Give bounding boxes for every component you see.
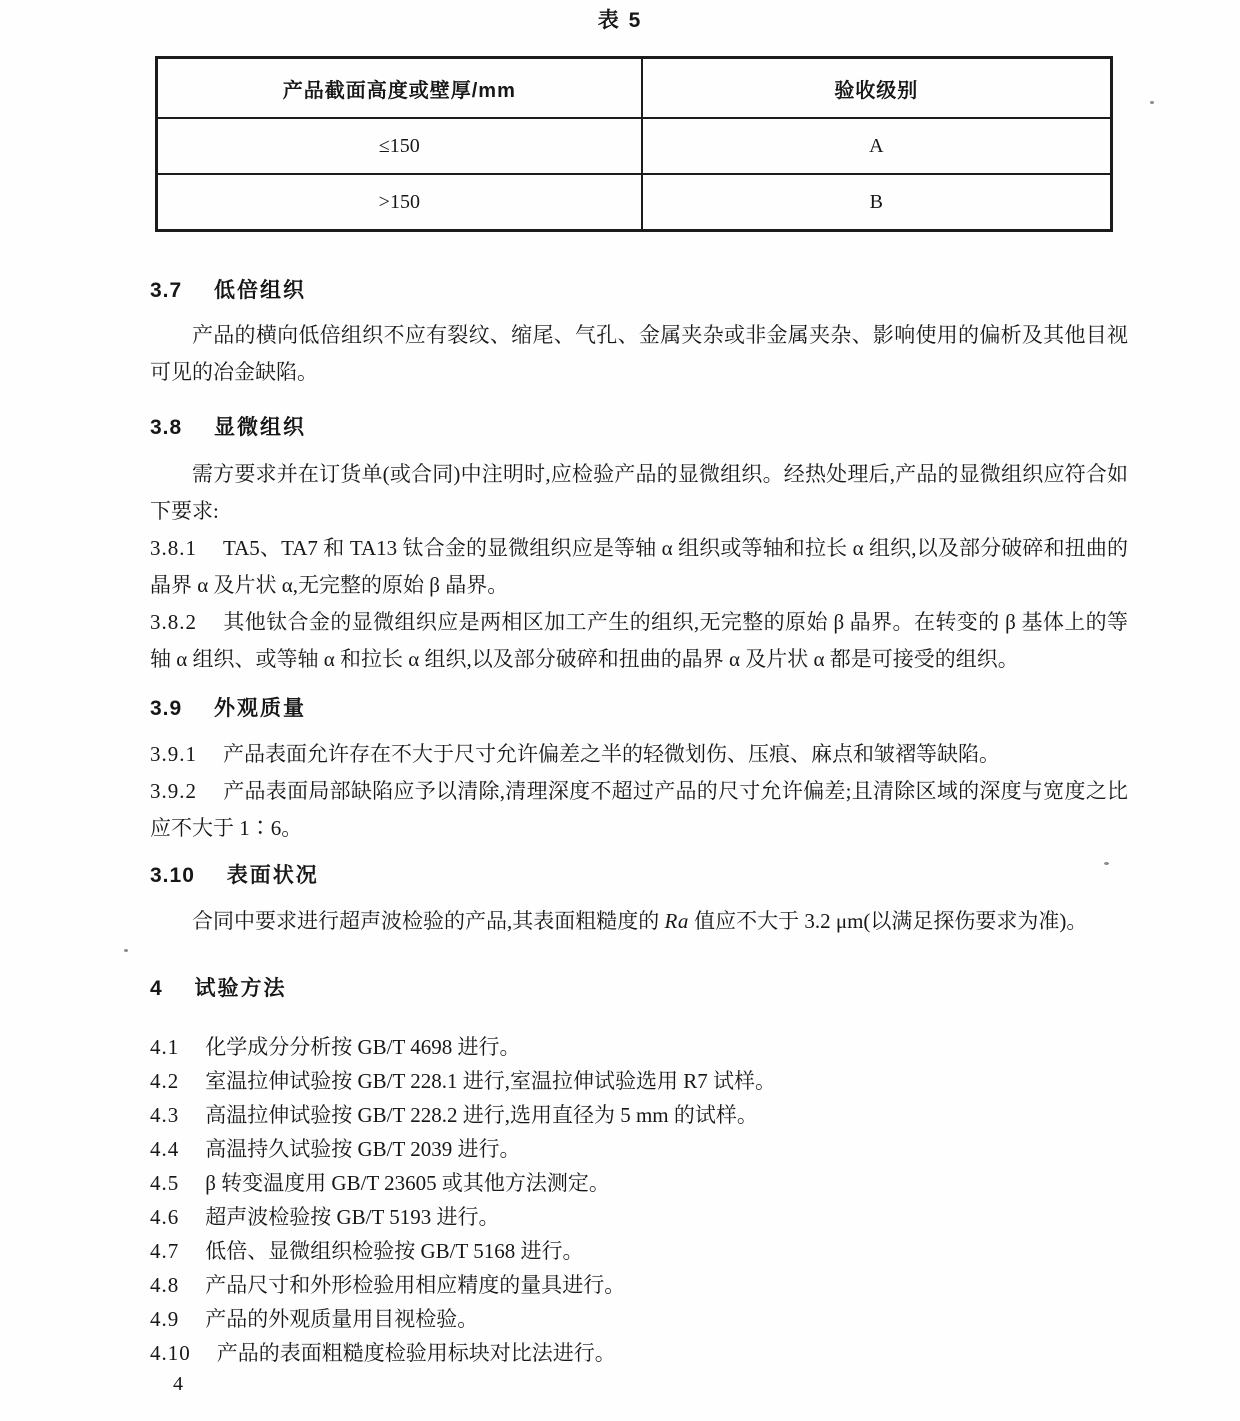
clause-number: 4.3 xyxy=(150,1103,180,1127)
clause-number: 4.6 xyxy=(150,1205,180,1229)
clause-text: 室温拉伸试验按 GB/T 228.1 进行,室温拉伸试验选用 R7 试样。 xyxy=(205,1069,776,1093)
table-5 xyxy=(155,56,1113,232)
clause-number: 4.8 xyxy=(150,1273,180,1297)
clause-text: 产品表面允许存在不大于尺寸允许偏差之半的轻微划伤、压痕、麻点和皱褶等缺陷。 xyxy=(223,742,1000,766)
section-number: 3.7 xyxy=(150,279,183,302)
clause-number: 3.8.2 xyxy=(150,610,197,634)
clause-4-6 xyxy=(150,1200,1128,1234)
clause-number: 4.10 xyxy=(150,1341,191,1365)
paragraph-3-7: 产品的横向低倍组织不应有裂纹、缩尾、气孔、金属夹杂或非金属夹杂、影响使用的偏析及其他目视可见的冶金缺陷。 xyxy=(150,323,1128,384)
paragraph-text: 值应不大于 3.2 μm(以满足探伤要求为准)。 xyxy=(688,909,1088,933)
section-number: 3.10 xyxy=(150,864,195,887)
section-heading-3-7 xyxy=(150,278,1128,304)
clause-4-3 xyxy=(150,1098,1128,1132)
section-heading-3-10 xyxy=(150,863,1128,889)
section-number: 3.9 xyxy=(150,697,183,720)
clause-number: 4.9 xyxy=(150,1307,180,1331)
clause-text: 产品的表面粗糙度检验用标块对比法进行。 xyxy=(216,1341,616,1365)
clause-3-9-1 xyxy=(150,736,1128,773)
clause-3-8-1 xyxy=(150,530,1128,604)
clause-text: 产品尺寸和外形检验用相应精度的量具进行。 xyxy=(205,1273,626,1297)
section-number: 3.8 xyxy=(150,416,183,439)
clause-text: 超声波检验按 GB/T 5193 进行。 xyxy=(205,1205,500,1229)
clause-3-8-2 xyxy=(150,604,1128,678)
table-cell-dimension: >150 xyxy=(157,174,642,231)
scan-speck xyxy=(1104,862,1109,865)
clause-number: 3.8.1 xyxy=(150,536,197,560)
clause-text: 产品表面局部缺陷应予以清除,清理深度不超过产品的尺寸允许偏差;且清除区域的深度与宽度之比应不大于 1∶6。 xyxy=(150,779,1128,840)
clause-4-7 xyxy=(150,1234,1128,1268)
table-cell-dimension: ≤150 xyxy=(157,118,642,174)
table-cell-grade: B xyxy=(642,174,1112,231)
clause-4-1 xyxy=(150,1030,1128,1064)
document-body xyxy=(150,278,1128,1370)
clause-number: 4.4 xyxy=(150,1137,180,1161)
page-number: 4 xyxy=(173,1373,183,1395)
clause-text: 低倍、显微组织检验按 GB/T 5168 进行。 xyxy=(205,1239,584,1263)
clause-number: 4.1 xyxy=(150,1035,180,1059)
paragraph-3-10 xyxy=(150,903,1128,940)
table-header-row xyxy=(157,58,1112,119)
clause-4-5 xyxy=(150,1166,1128,1200)
section-number: 4 xyxy=(150,977,163,1000)
table-row xyxy=(157,118,1112,174)
clause-number: 3.9.2 xyxy=(150,779,197,803)
clause-text: 产品的外观质量用目视检验。 xyxy=(205,1307,479,1331)
section-heading-3-9 xyxy=(150,696,1128,722)
section-title: 低倍组织 xyxy=(214,279,307,302)
clause-text: 高温拉伸试验按 GB/T 228.2 进行,选用直径为 5 mm 的试样。 xyxy=(205,1103,758,1127)
table-5-caption: 表 5 xyxy=(597,9,643,32)
table-row xyxy=(157,174,1112,231)
section-title: 试验方法 xyxy=(194,977,287,1000)
clause-number: 4.2 xyxy=(150,1069,180,1093)
scan-speck xyxy=(124,949,128,952)
paragraph-3-8: 需方要求并在订货单(或合同)中注明时,应检验产品的显微组织。经热处理后,产品的显微组织应符合如下要求: xyxy=(150,462,1128,523)
paragraph-text: 合同中要求进行超声波检验的产品,其表面粗糙度的 xyxy=(192,909,665,933)
clause-number: 4.7 xyxy=(150,1239,180,1263)
clause-4-10 xyxy=(150,1336,1128,1370)
clause-text: 其他钛合金的显微组织应是两相区加工产生的组织,无完整的原始 β 晶界。在转变的 β 基体上的等轴 α 组织、或等轴 α 和拉长 α 组织,以及部分破碎和扭曲的晶界 α 及片状 α 都是可接受的组织。 xyxy=(150,610,1128,671)
table-cell-grade: A xyxy=(642,118,1112,174)
clause-text: TA5、TA7 和 TA13 钛合金的显微组织应是等轴 α 组织或等轴和拉长 α 组织,以及部分破碎和扭曲的晶界 α 及片状 α,无完整的原始 β 晶界。 xyxy=(150,536,1128,597)
clause-text: 高温持久试验按 GB/T 2039 进行。 xyxy=(205,1137,521,1161)
clause-4-4 xyxy=(150,1132,1128,1166)
section-title: 外观质量 xyxy=(214,697,307,720)
section-title: 显微组织 xyxy=(214,416,307,439)
scan-speck xyxy=(1150,101,1154,104)
clause-4-8 xyxy=(150,1268,1128,1302)
clause-text: 化学成分分析按 GB/T 4698 进行。 xyxy=(205,1035,521,1059)
test-method-clauses xyxy=(150,1030,1128,1370)
ra-symbol: Ra xyxy=(664,909,689,933)
table-header-grade: 验收级别 xyxy=(642,58,1112,119)
table-header-dimension: 产品截面高度或壁厚/mm xyxy=(157,58,642,119)
clause-number: 3.9.1 xyxy=(150,742,197,766)
clause-4-9 xyxy=(150,1302,1128,1336)
clause-4-2 xyxy=(150,1064,1128,1098)
clause-text: β 转变温度用 GB/T 23605 或其他方法测定。 xyxy=(205,1171,610,1195)
section-heading-4 xyxy=(150,976,1128,1002)
section-title: 表面状况 xyxy=(226,864,319,887)
clause-3-9-2 xyxy=(150,773,1128,847)
clause-number: 4.5 xyxy=(150,1171,180,1195)
section-heading-3-8 xyxy=(150,415,1128,441)
